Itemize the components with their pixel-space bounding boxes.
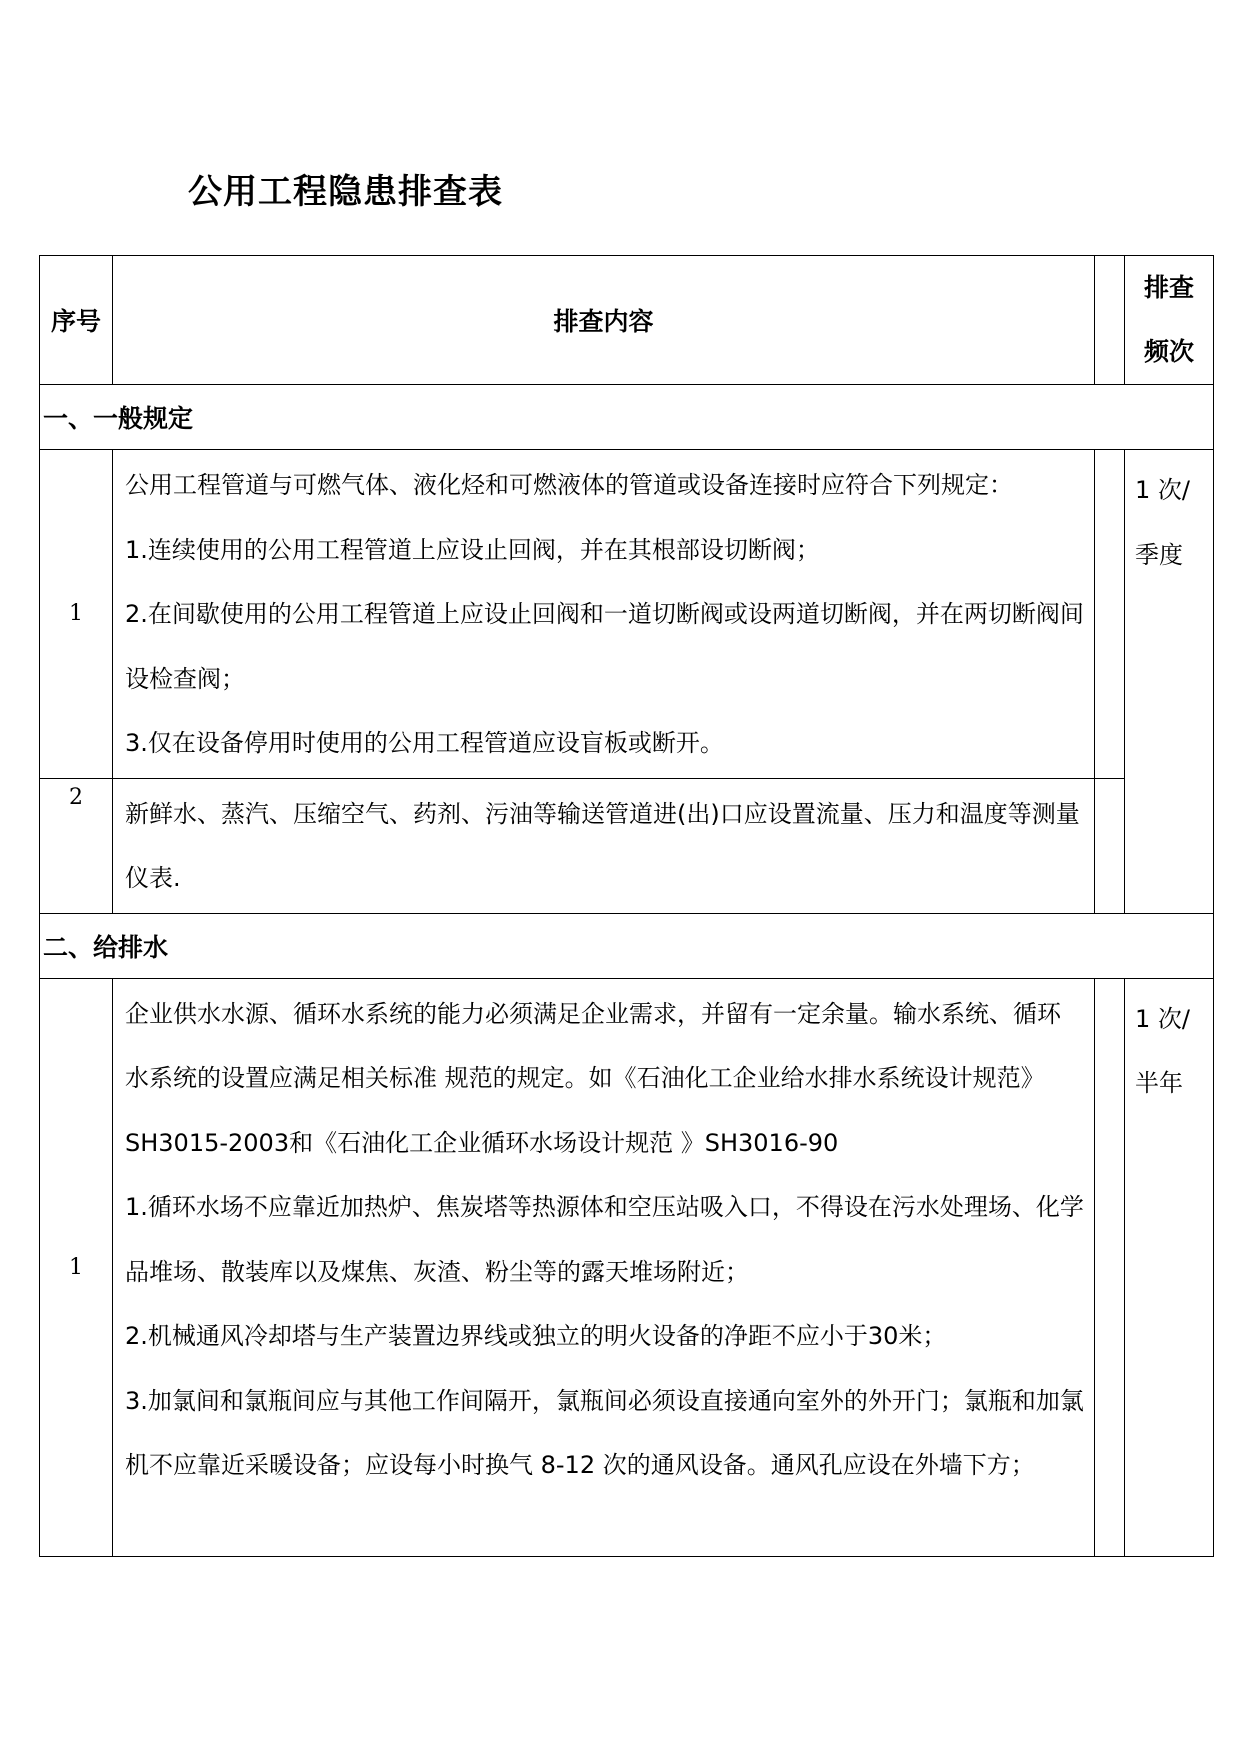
header-blank-cell: [1095, 256, 1125, 385]
row-number: 1: [40, 450, 113, 779]
table-row: [40, 450, 1214, 779]
row-number: 1: [40, 978, 113, 1556]
section-heading-row: [40, 385, 1214, 450]
row-number: 2: [40, 778, 113, 913]
header-content: 排查内容: [113, 256, 1095, 385]
row-content: [113, 978, 1095, 1556]
blank-cell: [1095, 978, 1125, 1556]
frequency-line: 半年: [1135, 1069, 1183, 1097]
frequency-line: 1 次/: [1135, 1004, 1190, 1033]
row-frequency: [1125, 978, 1214, 1556]
table-row: [40, 978, 1214, 1556]
content-line: 公用工程管道与可燃气体、液化烃和可燃液体的管道或设备连接时应符合下列规定：: [125, 471, 1013, 499]
row-content: [113, 450, 1095, 779]
content-line: 2.机械通风冷却塔与生产装置边界线或独立的明火设备的净距不应小于30米；: [125, 1322, 947, 1350]
table-row: [40, 778, 1214, 913]
section-heading: 二、给排水: [40, 913, 1214, 978]
inspection-table: [39, 255, 1214, 1557]
section-heading: 一、一般规定: [40, 385, 1214, 450]
content-line: 1.循环水场不应靠近加热炉、焦炭塔等热源体和空压站吸入口，不得设在污水处理场、化学品堆场、散装库以及煤焦、灰渣、粉尘等的露天堆场附近；: [125, 1193, 1084, 1286]
row-content: [113, 778, 1095, 913]
document-title: 公用工程隐患排查表: [188, 172, 503, 212]
frequency-line: 季度: [1135, 540, 1183, 569]
table-header-row: [40, 256, 1214, 385]
row-frequency: [1125, 450, 1214, 914]
frequency-line: 1 次/: [1135, 476, 1190, 504]
blank-cell: [1095, 450, 1125, 779]
content-line: 1.连续使用的公用工程管道上应设止回阀，并在其根部设切断阀；: [125, 535, 820, 564]
section-heading-row: [40, 913, 1214, 978]
header-frequency: [1125, 256, 1214, 385]
header-frequency-line2: 频次: [1143, 337, 1194, 366]
header-no: 序号: [40, 256, 113, 385]
content-line: 新鲜水、蒸汽、压缩空气、药剂、污油等输送管道进(出)口应设置流量、压力和温度等测量仪表.: [125, 799, 1080, 892]
blank-cell: [1095, 778, 1125, 913]
header-frequency-line1: 排查: [1143, 273, 1194, 302]
content-line: 2.在间歇使用的公用工程管道上应设止回阀和一道切断阀或设两道切断阀，并在两切断阀间设检查阀；: [125, 600, 1084, 693]
content-line: 3.加氯间和氯瓶间应与其他工作间隔开，氯瓶间必须设直接通向室外的外开门；氯瓶和加氯机不应靠近采暖设备；应设每小时换气 8-12 次的通风设备。通风孔应设在外墙下方；: [125, 1386, 1084, 1479]
content-line: 企业供水水源、循环水系统的能力必须满足企业需求，并留有一定余量。输水系统、循环水系统的设置应满足相关标准 规范的规定。如《石油化工企业给水排水系统设计规范》SH3015-2003和《石油化工企业循环水场设计规范 》SH3016-90: [125, 999, 1061, 1157]
content-line: 3.仅在设备停用时使用的公用工程管道应设盲板或断开。: [125, 729, 724, 757]
